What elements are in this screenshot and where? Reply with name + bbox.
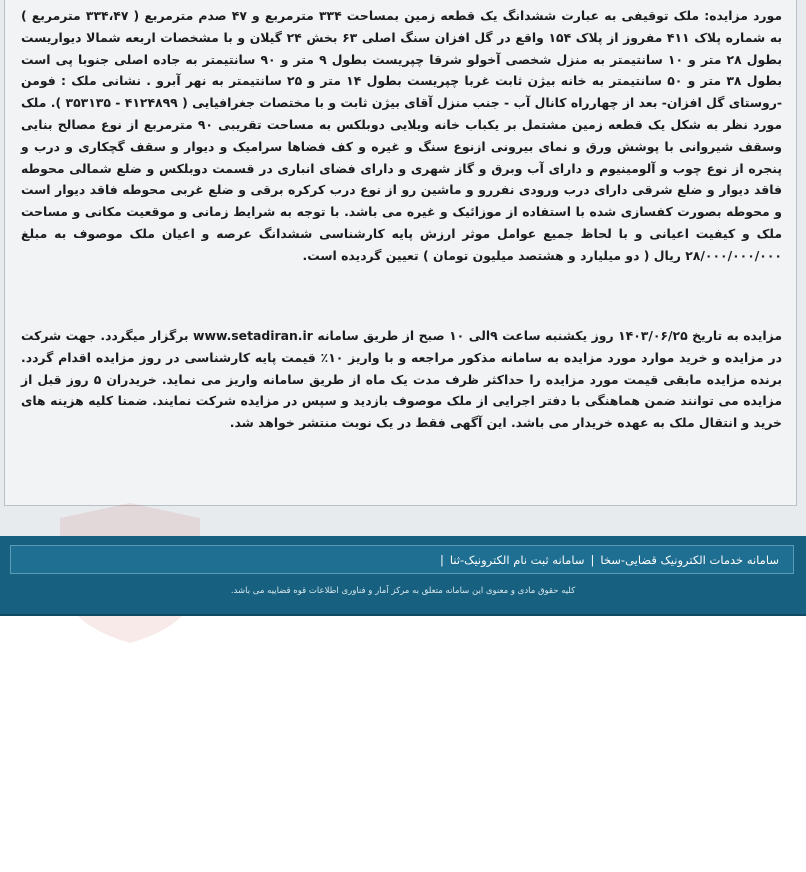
notice-paragraph-auction-terms: مزایده به تاریخ ۱۴۰۳/۰۶/۲۵ روز یکشنبه ساعت ۹الی ۱۰ صبح از طریق سامانه www.setadiran.ir برگزار میگردد. جهت شرکت در مزایده و خرید موارد مورد مزایده به سامانه مذکور مراجعه و با واریز ۱۰٪ قیمت پایه کارشناسی در روز مزایده اقدام گردد. برنده مزایده مابقی قیمت مورد مزایده را حداکثر ظرف مدت یک ماه از طریق سامانه واریز می نماید. خریدران ۵ روز قبل از مزایده می توانند ضمن هماهنگی با دفتر اجرایی از ملک موصوف بازدید و سپس در مزایده شرکت نمایند. ضمنا کلیه هزینه های خرید و انتقال ملک به عهده خریدار می باشد. این آگهی فقط در یک نوبت منتشر خواهد شد. xyxy=(21,328,782,431)
footer-link-sana[interactable]: سامانه ثبت نام الکترونیک-ثنا xyxy=(449,552,585,567)
site-footer xyxy=(0,536,806,616)
footer-links-bar xyxy=(10,545,794,574)
footer-link-sakha[interactable]: سامانه خدمات الکترونیک قضایی-سخا xyxy=(600,552,779,567)
footer-separator: | xyxy=(439,552,444,567)
footer-copyright: کلیه حقوق مادی و معنوی این سامانه متعلق به مرکز آمار و فناوری اطلاعات قوه قضاییه می باشد. xyxy=(230,586,576,596)
footer-separator: | xyxy=(590,552,595,567)
notice-paragraph-property-description: مورد مزایده: ملک توقیفی به عبارت ششدانگ یک قطعه زمین بمساحت ۳۳۴ مترمربع و ۴۷ صدم مترمربع ( ۳۳۴،۴۷ مترمربع ) به شماره پلاک ۴۱۱ مفروز از پلاک ۱۵۴ واقع در گل افزان سنگ اصلی ۶۳ بخش ۲۴ گیلان و با مشخصات اربعه شمالا دیواریست بطول ۲۸ متر و ۱۰ سانتیمتر به منزل شخصی آخولو شرقا چپریست بطول ۹ متر و ۹۰ سانتیمتر به جاده اصلی جنوبا پی است بطول ۳۸ متر و ۵۰ سانتیمتر به خانه بیژن ثابت غربا چپریست بطول ۱۴ متر و ۲۵ سانتیمتر به نهر آبرو . نشانی ملک : فومن -روستای گل افزان- بعد از چهارراه کانال آب - جنب منزل آقای بیژن ثابت و با مختصات جغرافیایی ( ۴۱۲۴۸۹۹ - ۳۵۳۱۳۵ ). ملک مورد نظر به شکل یک قطعه زمین مشتمل بر یکباب خانه ویلایی دوبلکس به مساحت تقریبی ۹۰ مترمربع از نوع مصالح بنایی وسقف شیروانی با پوشش ورق و نمای بیرونی ازنوع سنگ و غیره و کف فضاها سرامیک و دیوار و سقف گچکاری و درب و پنجره از نوع چوب و آلومینیوم و دارای آب وبرق و گاز شهری و دارای فضای انباری در قسمت دوبلکس و ضلع شمالی محوطه فاقد دیوار و ضلع شرقی دارای درب ورودی نفررو و ماشین رو از نوع درب کرکره برقی و ضلع غربی محوطه فاقد دیوار است و محوطه بصورت کفسازی شده با استفاده از موزائیک و غیره می باشد. با توجه به شرایط زمانی و موقعیت مکانی و مساحت ملک و کیفیت اعیانی و با لحاظ جمیع عوامل موثر ارزش پایه کارشناسی ششدانگ عرصه و اعیان ملک موصوف به مبلغ ۲۸/۰۰۰/۰۰۰/۰۰۰ ریال ( دو میلیارد و هشتصد میلیون تومان ) تعیین گردیده است. xyxy=(21,8,783,263)
notice-panel xyxy=(4,0,797,506)
